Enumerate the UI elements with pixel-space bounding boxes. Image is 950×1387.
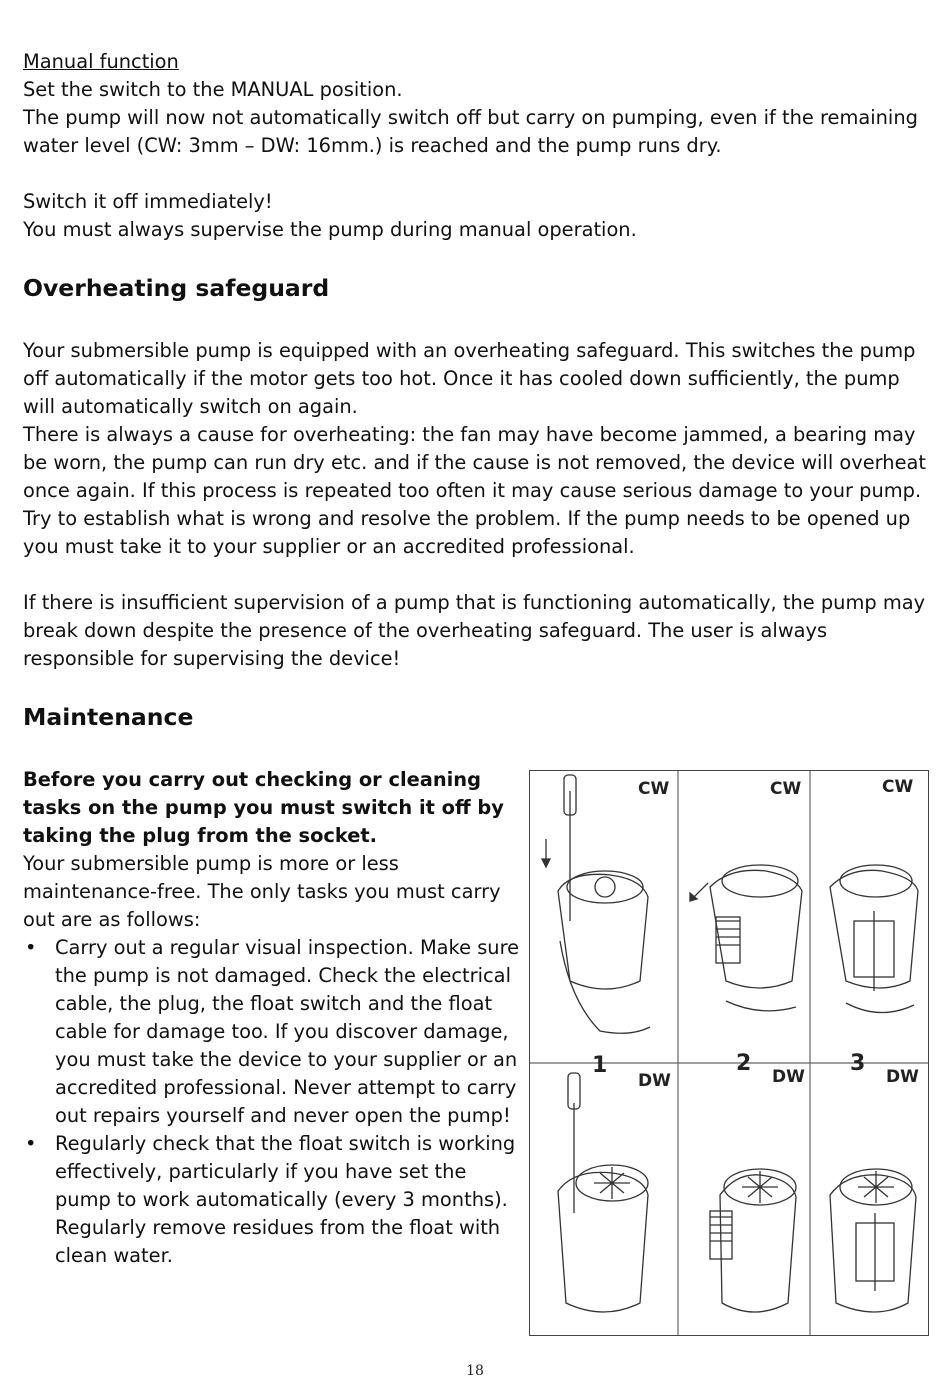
maintenance-list xyxy=(23,934,523,1270)
dw-label: DW xyxy=(772,1067,805,1087)
manual-line-2: The pump will now not automatically switch off but carry on pumping, even if the remaining water level (CW: 3mm – DW: 16mm.) is reached and the pump runs dry. xyxy=(23,106,918,157)
manual-line-4: You must always supervise the pump during manual operation. xyxy=(23,218,637,241)
maintenance-intro: Your submersible pump is more or less maintenance-free. The only tasks you must carry out are as follows: xyxy=(23,852,501,931)
overheating-para-2: There is always a cause for overheating: the fan may have become jammed, a bearing may be worn, the pump can run dry etc. and if the cause is not removed, the device will overheat once again. If this process is repeated too often it may cause serious damage to your pump. Try to establish what is wrong and resolve the problem. If the pump needs to be opened up you must take it to your supplier or an accredited professional. xyxy=(23,423,926,558)
manual-heading: Manual function xyxy=(23,50,179,73)
manual-line-3: Switch it off immediately! xyxy=(23,190,273,213)
panel-cw-2 xyxy=(678,771,810,1053)
step-number: 2 xyxy=(736,1051,752,1076)
step-number: 1 xyxy=(592,1053,608,1078)
dw-label: DW xyxy=(638,1071,671,1091)
panel-cw-3 xyxy=(810,771,942,1053)
maintenance-warning: Before you carry out checking or cleaning tasks on the pump you must switch it off by taking the plug from the socket. xyxy=(23,768,504,847)
overheating-title: Overheating safeguard xyxy=(23,274,330,302)
pump-cleaning-figure xyxy=(529,770,929,1336)
maintenance-title: Maintenance xyxy=(23,703,194,731)
panel-cw-1 xyxy=(530,771,670,1053)
dw-label: DW xyxy=(886,1067,919,1087)
manual-line-1: Set the switch to the MANUAL position. xyxy=(23,78,403,101)
cw-label: CW xyxy=(638,779,670,799)
list-item: • Carry out a regular visual inspection. Make sure the pump is not damaged. Check the electrical cable, the plug, the float switch and the float cable for damage too. If you discover damage, you must take the device to your supplier or an accredited professional. Never attempt to carry out repairs yourself and never open the pump! xyxy=(23,934,523,1130)
step-number: 3 xyxy=(850,1051,866,1076)
page-number: 18 xyxy=(466,1363,484,1379)
cw-label: CW xyxy=(882,777,914,797)
maintenance-body xyxy=(23,766,523,1270)
pump-illustration-dw-row xyxy=(530,1063,928,1335)
overheating-para-3: If there is insufficient supervision of a pump that is functioning automatically, the pump may break down despite the presence of the overheating safeguard. The user is always responsible for supervising the device! xyxy=(23,591,926,670)
overheating-para-1: Your submersible pump is equipped with an overheating safeguard. This switches the pump off automatically if the motor gets too hot. Once it has cooled down sufficiently, the pump will automatically switch on again. xyxy=(23,339,916,418)
list-item: • Regularly check that the float switch is working effectively, particularly if you have set the pump to work automatically (every 3 months). Regularly remove residues from the float with clean water. xyxy=(23,1130,523,1270)
cw-label: CW xyxy=(770,779,802,799)
